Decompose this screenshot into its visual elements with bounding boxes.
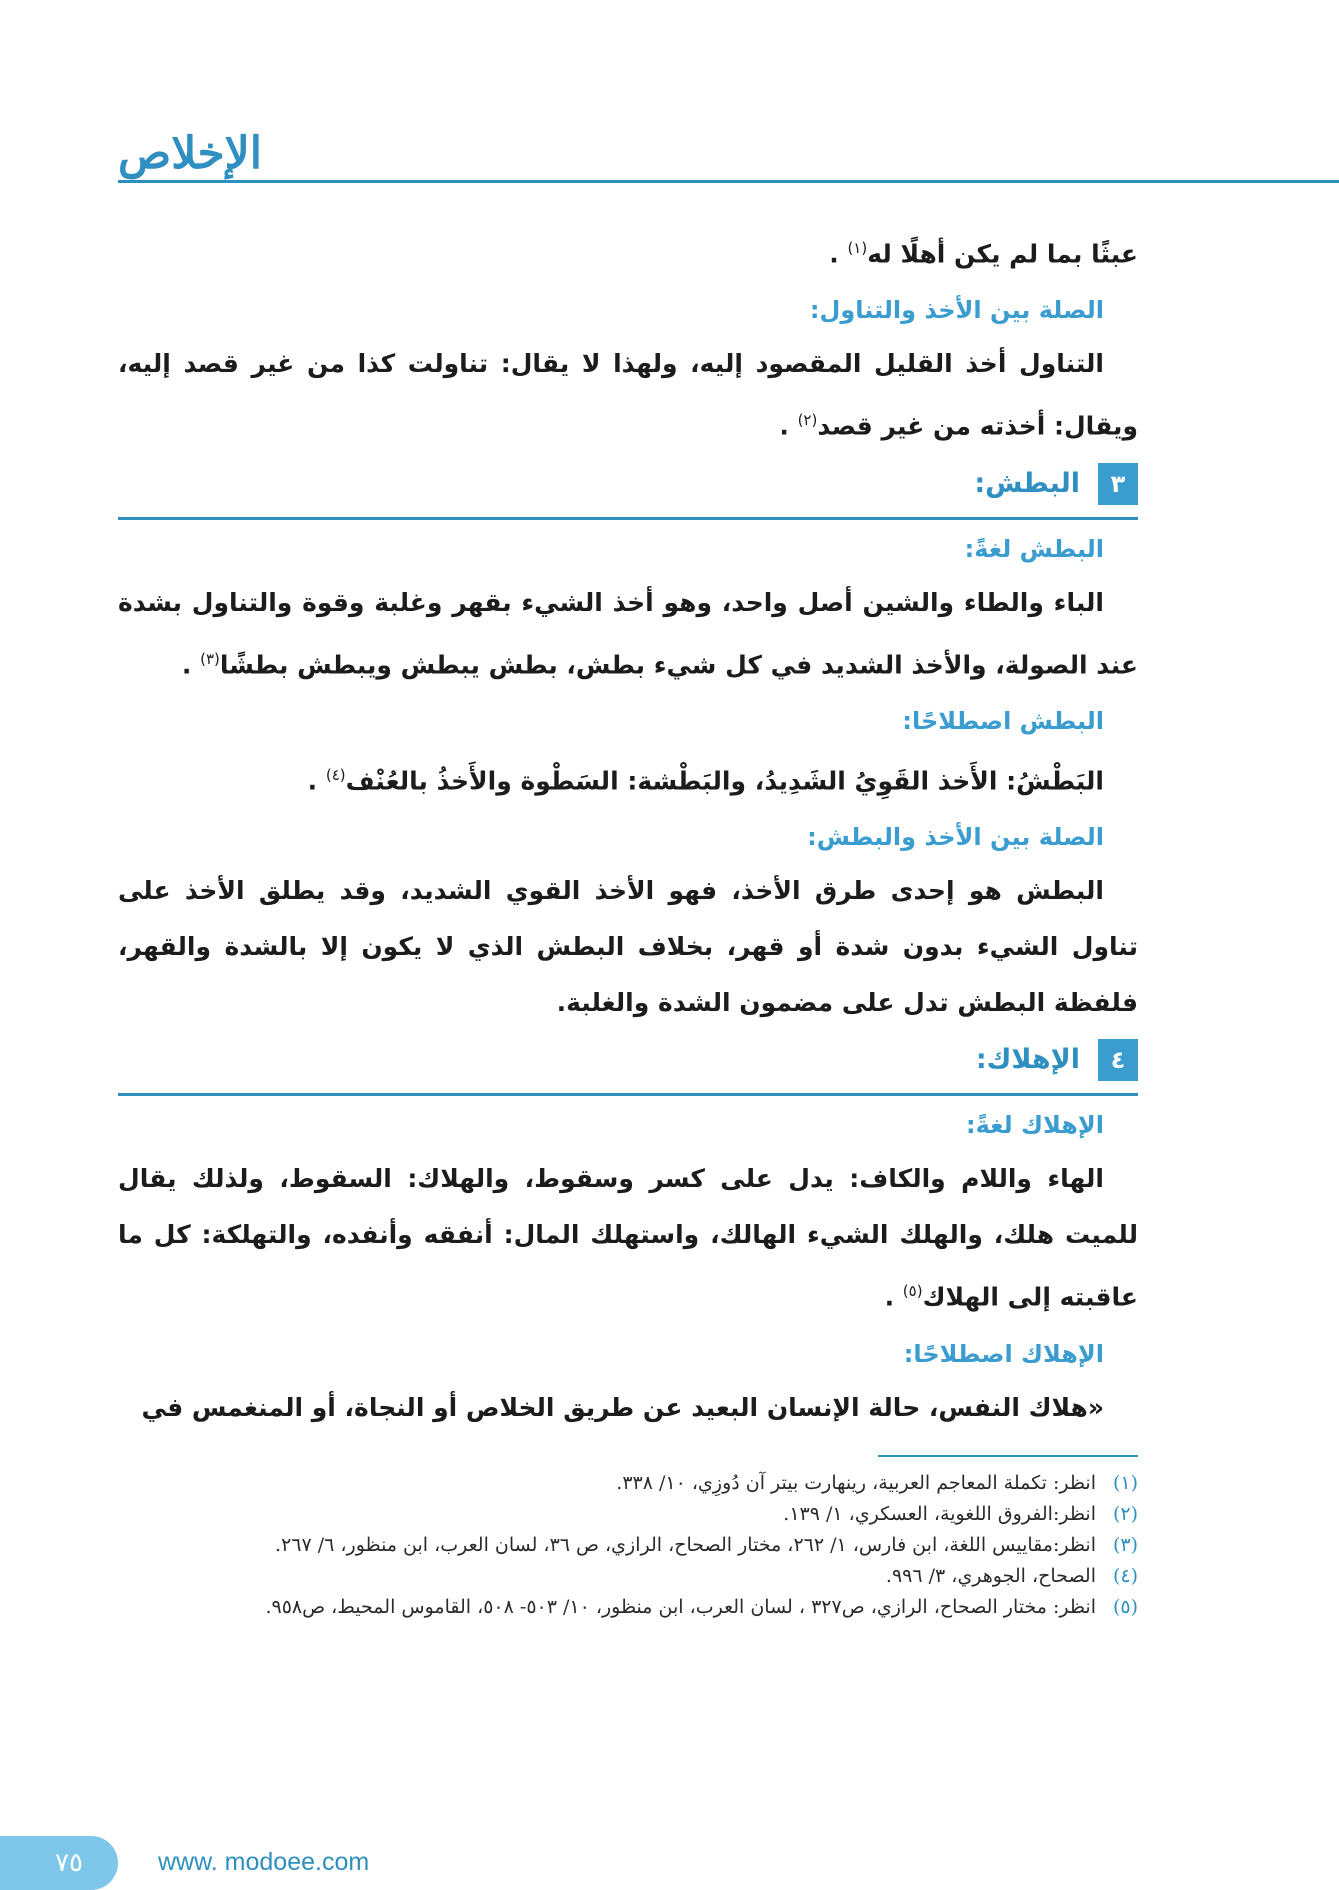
page-number: ٧٥	[55, 1848, 83, 1878]
subheading: الإهلاك اصطلاحًا:	[903, 1339, 1104, 1368]
footnote-text: انظر: مختار الصحاح، الرازي، ص٣٢٧ ، لسان العرب، ابن منظور، ١٠/ ٥٠٣- ٥٠٨، القاموس المحيط، ص٩٥٨.	[265, 1596, 1096, 1618]
footnote-text: انظر:الفروق اللغوية، العسكري، ١/ ١٣٩.	[783, 1503, 1096, 1525]
footnote-ref[interactable]: (٥)	[902, 1282, 923, 1301]
page-header-title: الإخلاص	[118, 128, 262, 179]
paragraph: الهاء واللام والكاف: يدل على كسر وسقوط، والهلاك: السقوط، ولذلك يقال للميت هلك، والهلك الشيء الهالك، واستهلك المال: أنفقه وأنفده، والتهلكة: كل ما عاقبته إلى الهلاك$^{(٥)}$ .	[118, 1164, 1138, 1312]
footnotes	[118, 1468, 1138, 1623]
section-number-badge: ٣	[1098, 463, 1138, 505]
footnote-number: (١)	[1112, 1472, 1138, 1494]
paragraph: الباء والطاء والشين أصل واحد، وهو أخذ الشيء بقهر وغلبة وقوة والتناول بشدة عند الصولة، والأخذ الشديد في كل شيء بطش، بطش يبطش ويبطش بطشًا$^{(٣)}$ .	[118, 587, 1138, 679]
paragraph: التناول أخذ القليل المقصود إليه، ولهذا لا يقال: تناولت كذا من غير قصد إليه، ويقال: أخذته من غير قصد$^{(٢)}$ .	[118, 349, 1138, 441]
footnote-divider	[878, 1455, 1138, 1457]
footnote-item	[118, 1499, 1138, 1530]
section-divider	[118, 1093, 1138, 1096]
paragraph: عبثًا بما لم يكن أهلًا له$^{(١)}$ .	[829, 239, 1138, 269]
paragraph: البطش هو إحدى طرق الأخذ، فهو الأخذ القوي الشديد، وقد يطلق الأخذ على تناول الشيء بدون شدة أو قهر، بخلاف البطش الذي لا يكون إلا بالشدة والقهر، فلفظة البطش تدل على مضمون الشدة والغلبة.	[118, 876, 1138, 1018]
footnote-item	[118, 1468, 1138, 1499]
website-link[interactable]: www. modoee.com	[158, 1848, 370, 1876]
footnote-ref[interactable]: (٢)	[797, 411, 818, 430]
footnote-number: (٣)	[1112, 1534, 1138, 1556]
section-title: البطش:	[974, 467, 1080, 499]
header-divider	[118, 180, 1339, 183]
footnote-item	[118, 1592, 1138, 1623]
paragraph-text: الهاء واللام والكاف: يدل على كسر وسقوط، والهلاك: السقوط، ولذلك يقال للميت هلك، والهلك الشيء الهالك، واستهلك المال: أنفقه وأنفده، والتهلكة: كل ما عاقبته إلى الهلاك	[118, 1164, 1138, 1312]
paragraph-text: التناول أخذ القليل المقصود إليه، ولهذا لا يقال: تناولت كذا من غير قصد إليه، ويقال: أخذته من غير قصد	[118, 349, 1138, 441]
paragraph: «هلاك النفس، حالة الإنسان البعيد عن طريق الخلاص أو النجاة، أو المنغمس في	[141, 1392, 1104, 1422]
subheading: البطش اصطلاحًا:	[902, 706, 1104, 735]
main-content	[118, 220, 1138, 1436]
section-heading-batsh	[118, 463, 1138, 521]
footnote-text: انظر: تكملة المعاجم العربية، رينهارت بيتر آن دُوزِي، ١٠/ ٣٣٨.	[616, 1472, 1096, 1494]
footnote-ref[interactable]: (١)	[847, 239, 868, 257]
footnote-item	[118, 1561, 1138, 1592]
section-heading-ihlak	[118, 1039, 1138, 1097]
subheading: الصلة بين الأخذ والبطش:	[807, 823, 1104, 852]
section-title: الإهلاك:	[975, 1044, 1080, 1076]
footnote-number: (٢)	[1112, 1503, 1138, 1525]
paragraph-text: عبثًا بما لم يكن أهلًا له	[867, 239, 1138, 269]
footnote-number: (٥)	[1112, 1596, 1138, 1618]
footnote-ref[interactable]: (٤)	[325, 765, 346, 784]
paragraph-text: الباء والطاء والشين أصل واحد، وهو أخذ الشيء بقهر وغلبة وقوة والتناول بشدة عند الصولة، والأخذ الشديد في كل شيء بطش، بطش يبطش ويبطش بطشًا	[118, 587, 1138, 679]
section-number-badge: ٤	[1098, 1039, 1138, 1081]
subheading: الصلة بين الأخذ والتناول:	[809, 296, 1104, 325]
footnote-text: الصحاح، الجوهري، ٣/ ٩٩٦.	[885, 1565, 1096, 1587]
subheading: الإهلاك لغةً:	[965, 1111, 1104, 1140]
paragraph: البَطْشُ: الأَخذ القَوِيُ الشَدِيدُ، والبَطْشة: السَطْوة والأَخذُ بالعُنْف$^{(٤)}$ .	[307, 765, 1104, 796]
section-divider	[118, 517, 1138, 520]
footnote-text: انظر:مقاييس اللغة، ابن فارس، ١/ ٢٦٢، مختار الصحاح، الرازي، ص ٣٦، لسان العرب، ابن منظور، ٦/ ٢٦٧.	[275, 1534, 1096, 1556]
footnote-number: (٤)	[1112, 1565, 1138, 1587]
subheading: البطش لغةً:	[964, 534, 1104, 563]
footnote-item	[118, 1530, 1138, 1561]
paragraph-text: البَطْشُ: الأَخذ القَوِيُ الشَدِيدُ، والبَطْشة: السَطْوة والأَخذُ بالعُنْف	[345, 766, 1104, 796]
footnote-ref[interactable]: (٣)	[200, 649, 220, 668]
page-number-badge	[0, 1836, 118, 1890]
